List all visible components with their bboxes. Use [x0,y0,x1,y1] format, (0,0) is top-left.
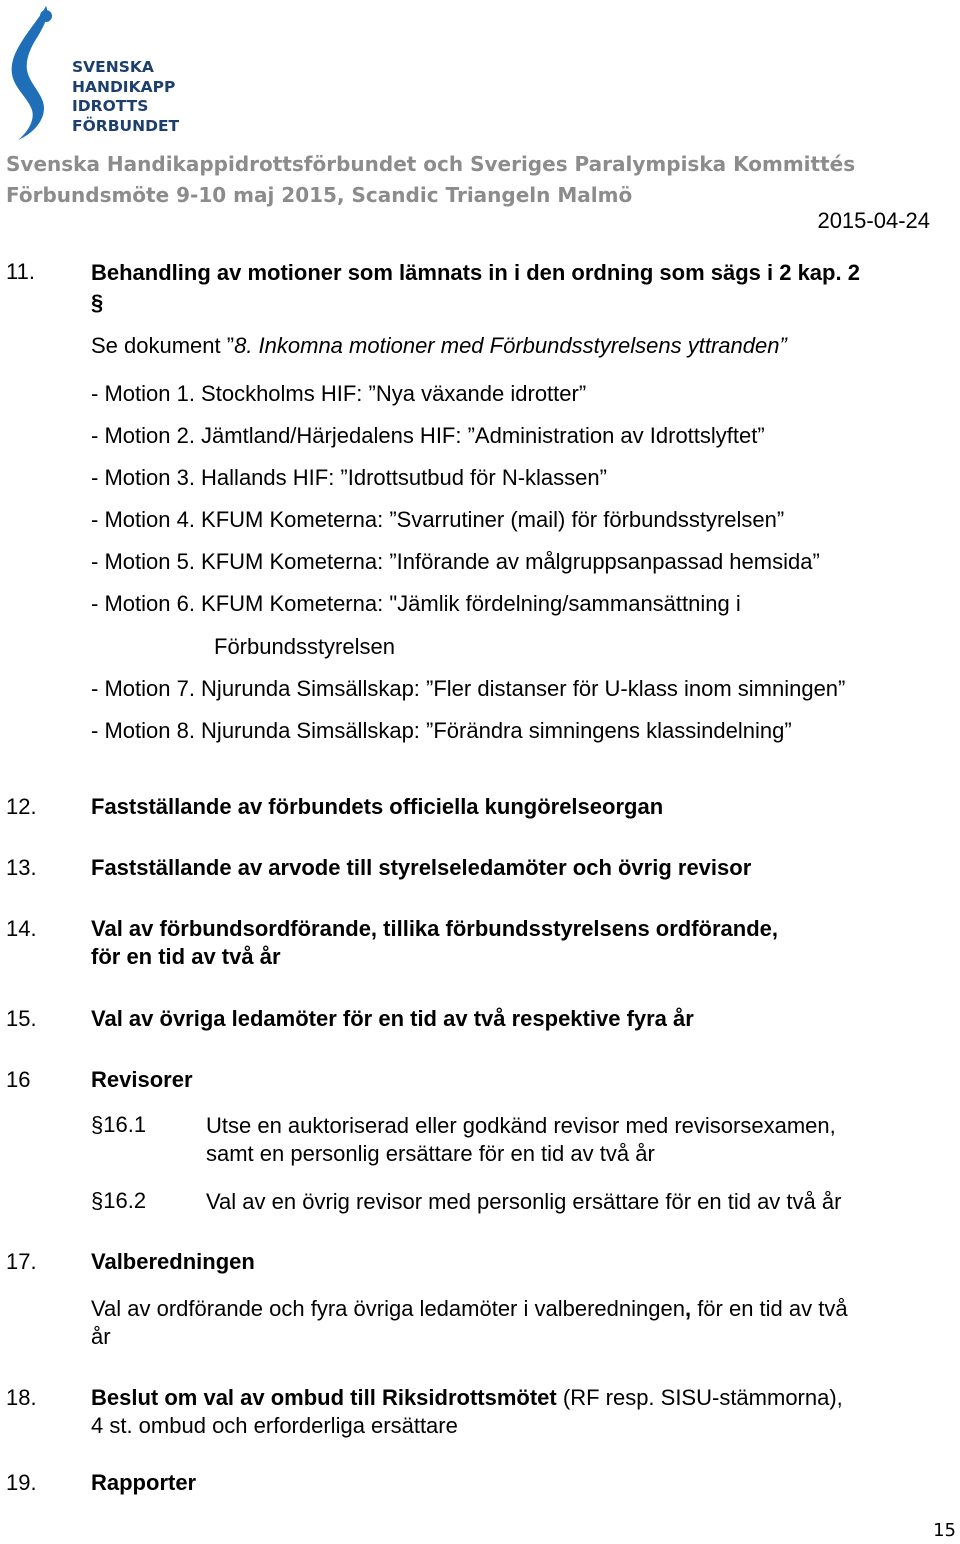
item-title: Rapporter [91,1470,197,1495]
motion-2: - Motion 2. Jämtland/Härjedalens HIF: ”Administration av Idrottslyftet” [91,423,765,448]
item-title: Val av övriga ledamöter för en tid av två respektive fyra år [91,1006,694,1031]
item-17-body: Val av ordförande och fyra övriga ledamöter i valberedningen, för en tid av två år [91,1296,848,1349]
motion-6: - Motion 6. KFUM Kometerna: "Jämlik fördelning/sammansättning i [91,591,741,616]
item-number: 15. [6,1006,37,1031]
item-number: 17. [6,1249,37,1274]
item-number: 18. [6,1385,37,1410]
item-number: 14. [6,916,37,941]
item-title: Behandling av motioner som lämnats in i den ordning som sägs i 2 kap. 2 § [91,260,860,315]
org-line-2: Förbundsmöte 9-10 maj 2015, Scandic Triangeln Malmö [6,183,633,207]
item-number: 19. [6,1470,37,1495]
item-title: Fastställande av förbundets officiella kungörelseorgan [91,794,664,819]
motion-7: - Motion 7. Njurunda Simsällskap: ”Fler distanser för U-klass inom simningen” [91,676,846,701]
item-number: 16 [6,1067,31,1092]
document-reference: Se dokument ”8. Inkomna motioner med Förbundsstyrelsens yttranden” [91,333,787,358]
motion-1: - Motion 1. Stockholms HIF: ”Nya växande idrotter” [91,381,587,406]
logo-text: SVENSKA HANDIKAPP IDROTTS FÖRBUNDET [72,58,180,135]
sub-item-number: §16.2 [91,1188,147,1213]
document-date: 2015-04-24 [817,208,930,233]
sub-item-text: Val av en övrig revisor med personlig ersättare för en tid av två år [206,1189,842,1214]
sub-item-number: §16.1 [91,1112,147,1137]
swoosh-logo-icon [2,4,82,144]
item-title: Beslut om val av ombud till Riksidrottsmötet (RF resp. SISU-stämmorna), 4 st. ombud och erforderliga ersättare [91,1385,843,1438]
item-title: Valberedningen [91,1249,255,1274]
sub-item-text: Utse en auktoriserad eller godkänd revisor med revisorsexamen, samt en personlig ersättare för en tid av två år [206,1113,836,1166]
item-number: 11. [6,259,35,284]
org-line-1: Svenska Handikappidrottsförbundet och Sveriges Paralympiska Kommittés [6,152,856,176]
item-number: 12. [6,794,37,819]
org-heading [6,149,855,211]
motion-8: - Motion 8. Njurunda Simsällskap: ”Förändra simningens klassindelning” [91,718,792,743]
item-title: Val av förbundsordförande, tillika förbundsstyrelsens ordförande, för en tid av två år [91,916,779,969]
item-title: Revisorer [91,1067,193,1092]
motion-5: - Motion 5. KFUM Kometerna: ”Införande av målgruppsanpassad hemsida” [91,549,820,574]
motion-3: - Motion 3. Hallands HIF: ”Idrottsutbud för N-klassen” [91,465,607,490]
item-title: Fastställande av arvode till styrelseledamöter och övrig revisor [91,855,752,880]
page-number: 15 [933,1520,956,1541]
motion-4: - Motion 4. KFUM Kometerna: ”Svarrutiner (mail) för förbundsstyrelsen” [91,507,785,532]
item-number: 13. [6,855,37,880]
motion-6-continued: Förbundsstyrelsen [214,634,395,659]
logo [2,4,180,144]
